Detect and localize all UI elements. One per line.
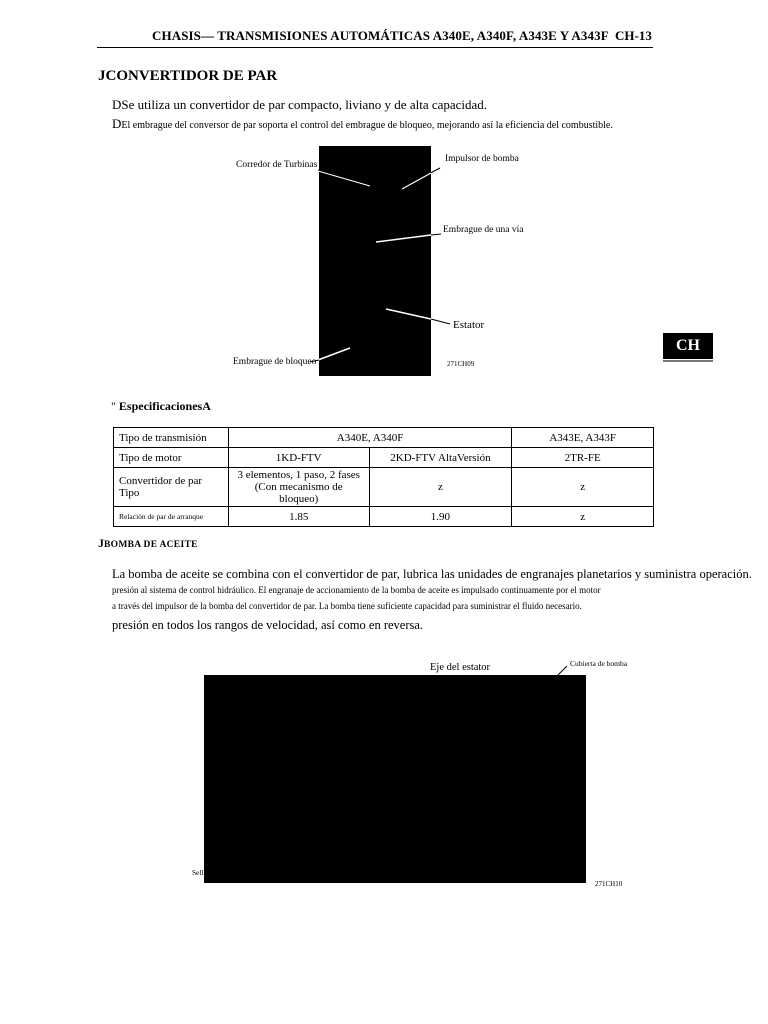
label-stator: Estator xyxy=(453,319,485,331)
table-cell: A340E, A340F xyxy=(228,428,511,448)
figure1-id: 271CH09 xyxy=(447,360,475,368)
paragraph-line: La bomba de aceite se combina con el convertidor de par, lubrica las unidades de engranajes planetarios y suministra operación. xyxy=(112,567,752,581)
section-prefix: J xyxy=(98,536,104,550)
label-seal: Sell xyxy=(192,868,204,877)
table-cell: z xyxy=(512,468,654,507)
label-pump-impeller: Impulsor de bomba xyxy=(445,154,519,164)
header-title: CHASIS— TRANSMISIONES AUTOMÁTICAS A340E, A340F, A343E Y A343F xyxy=(152,28,609,43)
paragraph-line: presión al sistema de control hidráulico. El engranaje de accionamiento de la bomba de aceite es impulsado continuamente por el motor xyxy=(112,585,601,595)
row-label xyxy=(114,468,229,507)
specifications-title xyxy=(111,399,211,414)
table-cell xyxy=(228,468,369,507)
table-row xyxy=(114,448,654,468)
section-title-text: BOMBA DE ACEITE xyxy=(104,540,198,550)
label-turbine-runner: Corredor de Turbinas xyxy=(236,160,318,170)
row-label: Relación de par de arranque xyxy=(114,507,229,527)
row-label-line: Convertidor de par xyxy=(119,475,203,487)
chapter-tab: CH xyxy=(663,333,713,359)
table-cell: z xyxy=(369,468,512,507)
label-stator-shaft: Eje del estator xyxy=(430,662,491,673)
table-cell: 1KD-FTV xyxy=(228,448,369,468)
row-label-line: Tipo xyxy=(119,487,140,499)
cell-line: 3 elementos, 1 paso, 2 fases xyxy=(237,469,360,481)
table-row xyxy=(114,507,654,527)
paragraph-text: El embrague del conversor de par soporta el control del embrague de bloqueo, mejorando así la eficiencia del combustible. xyxy=(121,120,613,131)
table-cell: z xyxy=(512,507,654,527)
table-row xyxy=(114,428,654,448)
paragraph-line: a través del impulsor de la bomba del convertidor de par. La bomba tiene suficiente capacidad para suministrar el fluido necesario. xyxy=(112,601,582,611)
title-prefix: " xyxy=(111,399,116,413)
chapter-tab-underline xyxy=(663,360,713,362)
table-cell: 1.85 xyxy=(228,507,369,527)
label-lockup-clutch: Embrague de bloqueo xyxy=(233,357,317,367)
oil-pump-figure xyxy=(204,675,586,883)
title-text: EspecificacionesA xyxy=(118,399,211,413)
table-cell: 1.90 xyxy=(369,507,512,527)
specifications-table xyxy=(113,427,654,527)
paragraph-compact-converter: DSe utiliza un convertidor de par compacto, liviano y de alta capacidad. xyxy=(112,97,488,112)
table-row xyxy=(114,468,654,507)
row-label: Tipo de motor xyxy=(114,448,229,468)
table-cell: 2TR-FE xyxy=(512,448,654,468)
label-one-way-clutch: Embrague de una vía xyxy=(443,225,524,235)
table-cell: 2KD-FTV AltaVersión xyxy=(369,448,512,468)
table-cell: A343E, A343F xyxy=(512,428,654,448)
page-number: CH-13 xyxy=(615,28,652,43)
figure2-id: 271CH10 xyxy=(595,880,623,888)
section-title-oil-pump xyxy=(98,536,198,551)
section-title-torque-converter: JCONVERTIDOR DE PAR xyxy=(98,68,278,84)
row-label: Tipo de transmisión xyxy=(114,428,229,448)
bullet-prefix: D xyxy=(112,116,122,131)
paragraph-line: presión en todos los rangos de velocidad, así como en reversa. xyxy=(112,618,424,632)
label-pump-cover: Cubierta de bomba xyxy=(570,659,628,668)
cell-line: (Con mecanismo de bloqueo) xyxy=(254,481,343,505)
